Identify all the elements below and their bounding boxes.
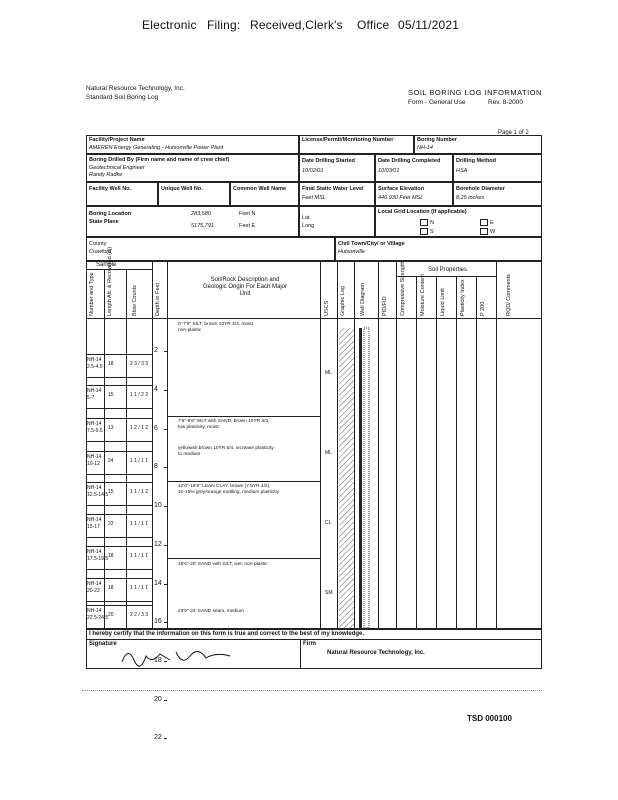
col-well-diagram: Well Diagram (360, 283, 366, 316)
company-subtitle: Standard Soil Boring Log (86, 94, 159, 101)
depth-tick: 4 (154, 386, 158, 394)
filing-office: Office (357, 18, 390, 32)
depth-tick: 14 (154, 579, 162, 587)
sample-length: 18 (108, 361, 114, 367)
borehole-diam-cell (453, 182, 542, 206)
signature-scribble (120, 642, 240, 670)
grid-e (480, 219, 494, 226)
company-name: Natural Resource Technology, Inc. (86, 85, 185, 92)
location-e-value: 5175,791 (191, 223, 214, 229)
depth-tick: 18 (154, 656, 162, 664)
sample-blows: 2 3 / 3 3 (130, 361, 149, 367)
borehole-diam-label: Borehole Diameter (456, 186, 505, 192)
sample-id: NH-14 (87, 517, 102, 523)
location-n-value: 283,580 (191, 211, 211, 217)
sample-length: 24 (108, 458, 114, 464)
date-completed-label: Date Drilling Completed (378, 158, 441, 164)
surface-elev-cell (375, 182, 453, 206)
col-divider (104, 270, 105, 629)
sample-length: 18 (108, 585, 114, 591)
scan-margin-line (82, 690, 542, 691)
certify-text: I hereby certify that the information on this form is true and correct to the best of my knowledge. (89, 631, 365, 637)
certify-divider (87, 639, 541, 640)
col-description: Soil/Rock Description and Geologic Origin For Each Major Unit (202, 277, 288, 297)
depth-tick-mark (164, 545, 167, 546)
depth-tick: 10 (154, 502, 162, 510)
sample-row (86, 354, 152, 378)
sample-blows: 1 1 / 1 1 (130, 521, 149, 527)
filing-electronic: Electronic (142, 18, 197, 32)
county-cell (86, 237, 335, 261)
local-grid-cell (375, 206, 542, 237)
sample-blows: 1 1 / 1 1 (130, 553, 149, 559)
sample-blows: 1 1 / 2 2 (130, 392, 149, 398)
desc-5 (178, 609, 244, 615)
facility-cell (86, 135, 299, 154)
sample-range: 17.5-19.5 (87, 556, 109, 562)
graphic-log-hatch (337, 318, 378, 629)
col-divider (456, 276, 457, 629)
boring-number-label: Boring Number (417, 137, 458, 143)
col-compressive: Compressive Strength (400, 261, 406, 316)
sample-id: NH-14 (87, 485, 102, 491)
depth-tick-mark (164, 467, 167, 468)
col-p200: P 200 (480, 301, 486, 316)
grid-w-checkbox[interactable] (480, 228, 488, 235)
col-graphic-log: Graphic Log (340, 286, 346, 316)
desc-0 (178, 322, 254, 334)
depth-tick: 16 (154, 618, 162, 626)
col-number-type: Number and Type (89, 272, 95, 316)
facility-value: AMEREN Energy Generating - Hutsonville Power Plant (89, 145, 224, 151)
unit-divider (167, 558, 320, 559)
sample-length: 20 (108, 612, 114, 618)
col-divider (416, 276, 417, 629)
uscs-code: ML (325, 370, 332, 376)
desc-3 (178, 484, 279, 496)
drilling-method-label: Drilling Method (456, 158, 497, 164)
boring-number-cell (414, 135, 542, 154)
depth-tick: 2 (154, 347, 158, 355)
desc-4-line1: 18'6"-20' SAND with SILT, wet, non-plastic (178, 562, 268, 567)
col-divider (167, 261, 168, 629)
sample-row (86, 482, 152, 506)
state-plane-label: State Plane (89, 219, 119, 225)
sample-row (86, 385, 152, 409)
sample-id: NH-14 (87, 357, 102, 363)
sample-id: NH-14 (87, 454, 102, 460)
uscs-code: ML (325, 450, 332, 456)
static-water-label: Final Static Water Level (302, 186, 364, 192)
sample-header (86, 261, 152, 270)
sample-range: 7.5-9.5 (87, 428, 103, 434)
surface-elev-label: Surface Elevation (378, 186, 425, 192)
form-title: SOIL BORING LOG INFORMATION (408, 88, 542, 97)
grid-e-checkbox[interactable] (480, 219, 488, 226)
desc-2 (178, 446, 274, 458)
facility-well-cell (86, 182, 158, 206)
filing-date: 05/11/2021 (398, 18, 460, 32)
col-plasticity: Plasticity Index (460, 279, 466, 316)
sample-id: NH-14 (87, 421, 102, 427)
grid-s-label: S (430, 228, 434, 235)
col-length-att: Length Att. & Recovered (in) (107, 246, 113, 316)
lat-label: Lat (302, 215, 310, 221)
sample-id: NH-14 (87, 608, 102, 614)
sample-row (86, 546, 152, 570)
col-rqd: RQD/ Comments (506, 274, 512, 316)
sample-length: 18 (108, 553, 114, 559)
local-grid-label: Local Grid Location (If applicable) (378, 209, 467, 215)
depth-tick: 8 (154, 463, 158, 471)
location-label: Boring Location (89, 211, 132, 217)
sample-row (86, 578, 152, 602)
date-started-label: Date Drilling Started (302, 158, 355, 164)
date-completed-value: 10/03/01 (378, 168, 400, 174)
grid-s-checkbox[interactable] (420, 228, 428, 235)
desc-1 (178, 419, 269, 431)
sample-range: 2.5-4.5 (87, 364, 103, 370)
depth-tick-mark (164, 390, 167, 391)
col-divider (436, 276, 437, 629)
soil-props-divider (396, 276, 496, 277)
sample-row (86, 418, 152, 442)
depth-tick: 6 (154, 424, 158, 432)
depth-tick-mark (164, 622, 167, 623)
col-divider (126, 270, 127, 629)
grid-n (420, 219, 434, 226)
sample-blows: 1 1 / 1 1 (130, 585, 149, 591)
static-water-value: Feet MSL (302, 195, 326, 201)
grid-s (420, 228, 434, 235)
civil-town-value: Hutsonville (338, 249, 365, 255)
sample-row (86, 605, 152, 629)
county-value: Crawford (89, 249, 112, 255)
long-label: Long (302, 223, 315, 229)
license-cell (299, 135, 414, 154)
sample-range: 5-7 (87, 395, 95, 401)
grid-e-label: E (490, 219, 494, 226)
firm-divider (300, 639, 301, 669)
desc-0-line1: 0'-7'6" SILT, brown 10YR 4/3, moist, (178, 322, 255, 327)
filing-label: Filing: (207, 18, 241, 32)
sample-row (86, 451, 152, 475)
boring-number-value: NH-14 (417, 145, 433, 151)
sample-range: 10-12 (87, 461, 100, 467)
sample-row (86, 514, 152, 538)
surface-elev-value: 440.930 Feet MSL (378, 195, 424, 201)
col-blow-counts: Blow Counts (132, 285, 138, 316)
location-cell (86, 206, 299, 237)
drilled-by-firm: Geotechnical Engineer (89, 165, 145, 171)
log-header-divider (86, 318, 542, 319)
col-liquid-limit: Liquid Limit (440, 288, 446, 316)
sample-header-label: Sample (96, 262, 117, 268)
date-started-value: 10/02/01 (302, 168, 324, 174)
borehole-diam-value: 8.25 inches (456, 195, 485, 201)
signature-label: Signature (89, 641, 117, 647)
col-divider (152, 261, 153, 629)
date-completed-cell (375, 154, 453, 182)
bates-number: TSD 000100 (467, 714, 512, 723)
depth-tick-mark (164, 506, 167, 507)
desc-1-line1: 7'6"-9'6" SILT with SAND, brown 10YR 4/3, (178, 419, 270, 424)
col-divider (396, 261, 397, 629)
drilling-method-cell (453, 154, 542, 182)
sample-id: NH-14 (87, 388, 102, 394)
common-well-label: Common Well Name (233, 186, 287, 192)
drilled-by-cell (86, 154, 299, 182)
uscs-code: SM (325, 590, 333, 596)
grid-w (480, 228, 495, 235)
depth-tick-mark (164, 351, 167, 352)
col-divider (476, 276, 477, 629)
col-divider (320, 261, 321, 629)
uscs-code: CL (325, 520, 332, 526)
filing-received: Received,Clerk's (250, 18, 343, 32)
grid-w-label: W (490, 228, 496, 235)
col-moisture: Moisture Content (420, 274, 426, 316)
date-started-cell (299, 154, 375, 182)
civil-town-label: Civil Town/City/ or Village (338, 241, 405, 247)
drilled-by-crew: Randy Radke (89, 172, 123, 178)
sample-blows: 1 1 / 1 1 (130, 458, 149, 464)
firm-label: Firm (303, 641, 317, 647)
sample-range: 22.5-24.5 (87, 615, 109, 621)
col-depth: Depth in Feet (155, 282, 161, 316)
col-uscs: USCS (324, 300, 330, 316)
drilled-by-label: Boring Drilled By (Firm name and name of crew chief) (89, 157, 230, 163)
col-divider (496, 261, 497, 629)
location-e-unit: Feet E (239, 223, 256, 229)
drilling-method-value: HSA (456, 168, 468, 174)
depth-tick-mark (164, 700, 167, 701)
facility-well-label: Facility Well No. (89, 186, 132, 192)
sample-blows: 1 1 / 1 2 (130, 489, 149, 495)
sample-id: NH-14 (87, 581, 102, 587)
soil-properties-header: Soil Properties (428, 267, 468, 273)
civil-town-cell (335, 237, 542, 261)
desc-2-line2: to medium (178, 452, 201, 457)
license-label: License/Permit/Monitoring Number (302, 137, 394, 143)
col-pid-fid: PID/FID (382, 296, 388, 316)
desc-5-line1: 23'9"-24' SAND seam, medium (178, 609, 244, 614)
depth-tick-mark (164, 429, 167, 430)
depth-tick-mark (164, 738, 167, 739)
sample-length: 22 (108, 521, 114, 527)
depth-tick: 12 (154, 540, 162, 548)
common-well-cell (230, 182, 299, 206)
depth-tick: 20 (154, 695, 162, 703)
sample-blows: 2 2 / 3 3 (130, 612, 149, 618)
facility-label: Facility/Project Name (89, 137, 145, 143)
sample-length: 13 (108, 425, 114, 431)
lat-long-cell (299, 206, 375, 237)
grid-n-label: N (430, 219, 434, 226)
desc-3-line2: 10-15% grey/orange mottling, medium plasticity (178, 490, 280, 495)
sample-range: 12.5-14.5 (87, 492, 109, 498)
sample-range: 20-22 (87, 588, 100, 594)
form-revision: Rev. 8-2000 (488, 99, 523, 106)
desc-1-line2: low plasticity, moist (178, 425, 219, 430)
desc-0-line2: non-plastic (178, 328, 202, 333)
county-label: County (89, 241, 107, 247)
desc-4 (178, 562, 268, 568)
unit-divider (167, 416, 320, 417)
firm-value: Natural Resource Technology, Inc. (327, 650, 425, 656)
sample-range: 15-17 (87, 524, 100, 530)
unit-divider (167, 481, 320, 482)
static-water-cell (299, 182, 375, 206)
sample-length: 15 (108, 392, 114, 398)
grid-n-checkbox[interactable] (420, 219, 428, 226)
col-divider (378, 261, 379, 629)
sample-blows: 1 2 / 1 2 (130, 425, 149, 431)
unique-well-label: Unique Well No. (161, 186, 203, 192)
depth-tick-mark (164, 584, 167, 585)
desc-2-line1: yellowish brown 10YR 5/4, increase plasticity (178, 446, 274, 451)
page-of: Page 1 of 2 (498, 130, 529, 136)
unique-well-cell (158, 182, 230, 206)
location-n-unit: Feet N (239, 211, 256, 217)
desc-3-line1: 12'6"-18'6" LEAN CLAY, brown (7.5YR 4/2), (178, 484, 271, 489)
depth-tick: 22 (154, 734, 162, 742)
form-subtitle: Form - General Use (408, 99, 466, 106)
sample-length: 15 (108, 489, 114, 495)
sample-id: NH-14 (87, 549, 102, 555)
